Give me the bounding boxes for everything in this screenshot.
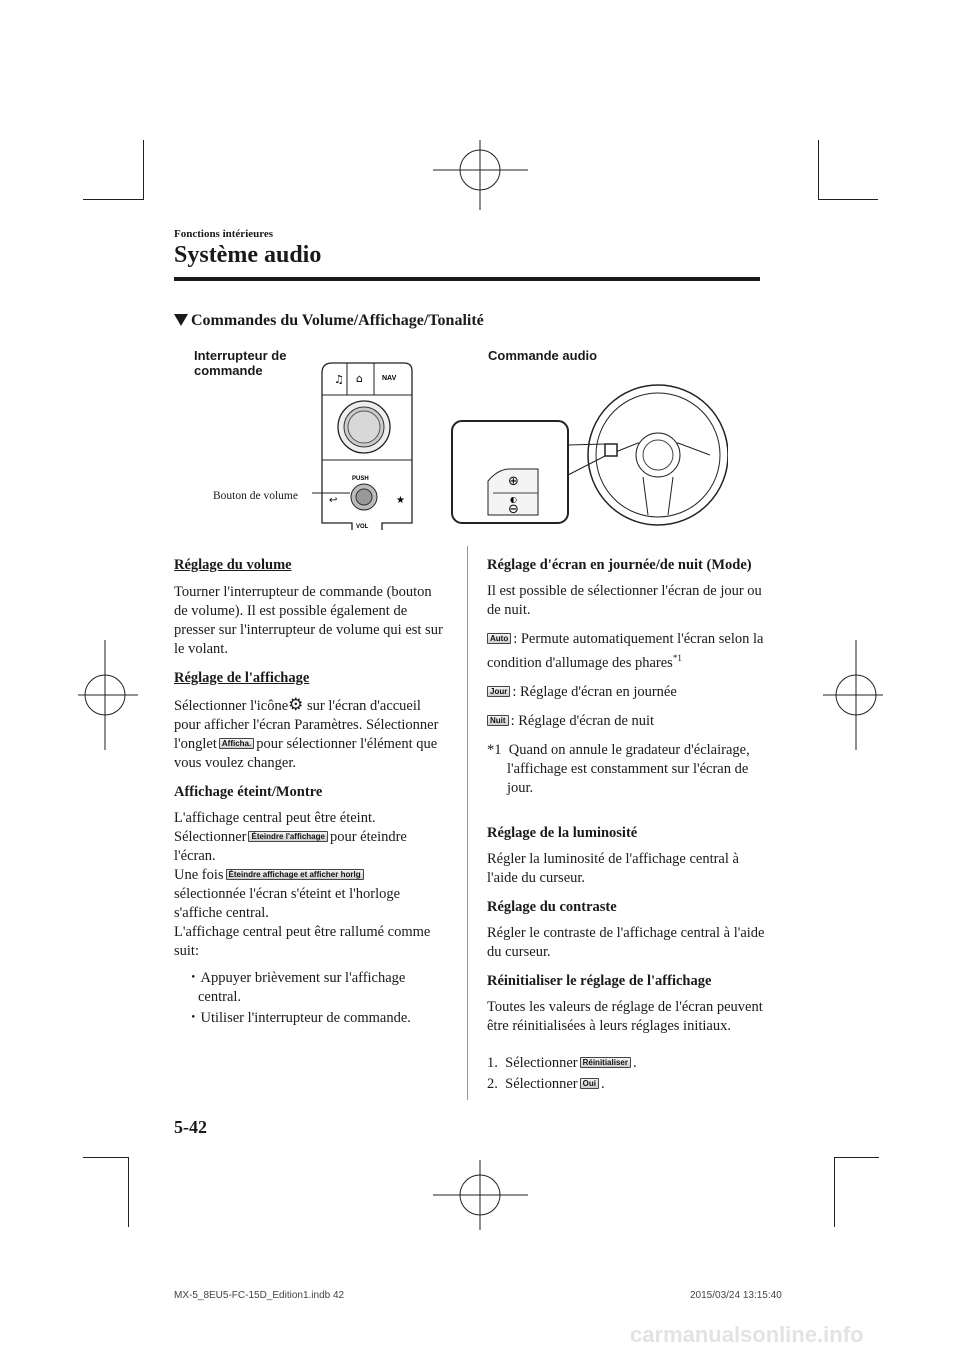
contrast-text: Régler le contraste de l'affichage central à l'aide du curseur. <box>487 924 765 960</box>
svg-text:PUSH: PUSH <box>352 476 369 482</box>
auto-option: Auto : Permute automatiquement l'écran selon la condition d'allumage des phares$^{*1}$ <box>487 631 764 671</box>
settings-gear-icon: ⚙ <box>288 695 304 715</box>
svg-text:NAV: NAV <box>382 375 397 382</box>
display-off-clock-button[interactable]: Éteindre affichage et afficher horlg <box>226 869 364 880</box>
night-button[interactable]: Nuit <box>487 715 509 726</box>
header-rule <box>174 277 760 281</box>
svg-text:◐: ◐ <box>510 495 517 504</box>
commander-switch-illustration <box>312 355 422 530</box>
svg-text:★: ★ <box>396 495 405 506</box>
footnote: *1 Quand on annule le gradateur d'éclairage, l'affichage est constamment sur l'écran de jour. <box>487 741 750 796</box>
off-heading: Affichage éteint/Montre <box>174 784 323 800</box>
display-heading: Réglage de l'affichage <box>174 670 310 686</box>
reset-button[interactable]: Réinitialiser <box>580 1057 631 1068</box>
reset-heading: Réinitialiser le réglage de l'affichage <box>487 972 712 989</box>
svg-text:♫: ♫ <box>334 373 344 386</box>
volume-text: Tourner l'interrupteur de commande (bouton de volume). Il est possible également de presser sur l'interrupteur de volume qui est sur le volant. <box>174 584 443 657</box>
brightness-heading: Réglage de la luminosité <box>487 824 638 841</box>
display-off-button[interactable]: Éteindre l'affichage <box>248 831 327 842</box>
svg-text:⌂: ⌂ <box>356 372 363 385</box>
contrast-heading: Réglage du contraste <box>487 898 617 915</box>
svg-text:↩: ↩ <box>329 495 338 506</box>
svg-text:VOL: VOL <box>356 524 369 530</box>
section-label: Fonctions intérieures <box>174 228 274 240</box>
display-text: Sélectionner l'icône⚙ sur l'écran d'accueil pour afficher l'écran Paramètres. Sélectionner l'onglet Afficha. pour sélectionner l'élément que vous voulez changer. <box>174 695 439 771</box>
svg-text:⊕: ⊕ <box>508 474 519 489</box>
column-divider <box>467 546 468 1100</box>
registration-mark-left <box>78 640 138 750</box>
section-title: Système audio <box>174 242 322 268</box>
left-column <box>174 556 444 1030</box>
off-text: L'affichage central peut être éteint. Sélectionner Éteindre l'affichage pour éteindre l'écran. Une fois Éteindre affichage et afficher horlg sélectionnée l'écran s'éteint et l'horloge s'affiche central. L'affichage central peut être rallumé comme suit: <box>174 810 431 959</box>
list-item: ・Utiliser l'interrupteur de commande. <box>186 1010 411 1026</box>
footer-date: 2015/03/24 13:15:40 <box>690 1290 782 1301</box>
yes-button[interactable]: Oui <box>580 1078 599 1089</box>
label-audio-control: Commande audio <box>488 348 598 363</box>
list-item: ・Appuyer brièvement sur l'affichage central. <box>186 970 406 1005</box>
footer-file: MX-5_8EU5-FC-15D_Edition1.indb 42 <box>174 1290 345 1301</box>
svg-text:⊖: ⊖ <box>508 502 519 517</box>
mode-heading: Réglage d'écran en journée/de nuit (Mode) <box>487 557 752 573</box>
step-1: 1. Sélectionner Réinitialiser . <box>487 1054 637 1071</box>
day-button[interactable]: Jour <box>487 686 510 697</box>
label-volume-knob: Bouton de volume <box>213 490 298 502</box>
auto-button[interactable]: Auto <box>487 633 511 644</box>
registration-mark-bottom <box>433 1160 528 1230</box>
page-number: 5-42 <box>174 1117 207 1137</box>
display-tab-button[interactable]: Afficha. <box>219 738 254 749</box>
right-column <box>487 556 767 1104</box>
brightness-text: Régler la luminosité de l'affichage central à l'aide du curseur. <box>487 850 739 886</box>
volume-heading: Réglage du volume <box>174 557 292 573</box>
watermark: carmanualsonline.info <box>630 1322 864 1347</box>
registration-mark-top <box>433 140 528 210</box>
step-2: 2. Sélectionner Oui . <box>487 1075 605 1092</box>
mode-text: Il est possible de sélectionner l'écran de jour ou de nuit. <box>487 583 762 618</box>
nuit-option: Nuit : Réglage d'écran de nuit <box>487 712 767 731</box>
reset-text: Toutes les valeurs de réglage de l'écran peuvent être réinitialisées à leurs réglages initiaux. <box>487 998 763 1034</box>
subsection-heading: Commandes du Volume/Affichage/Tonalité <box>174 312 484 330</box>
triangle-icon <box>174 314 188 326</box>
jour-option: Jour : Réglage d'écran en journée <box>487 683 767 702</box>
registration-mark-right <box>823 640 883 750</box>
label-commander-switch: Interrupteur de commande <box>194 348 287 378</box>
steering-wheel-illustration <box>448 375 728 530</box>
